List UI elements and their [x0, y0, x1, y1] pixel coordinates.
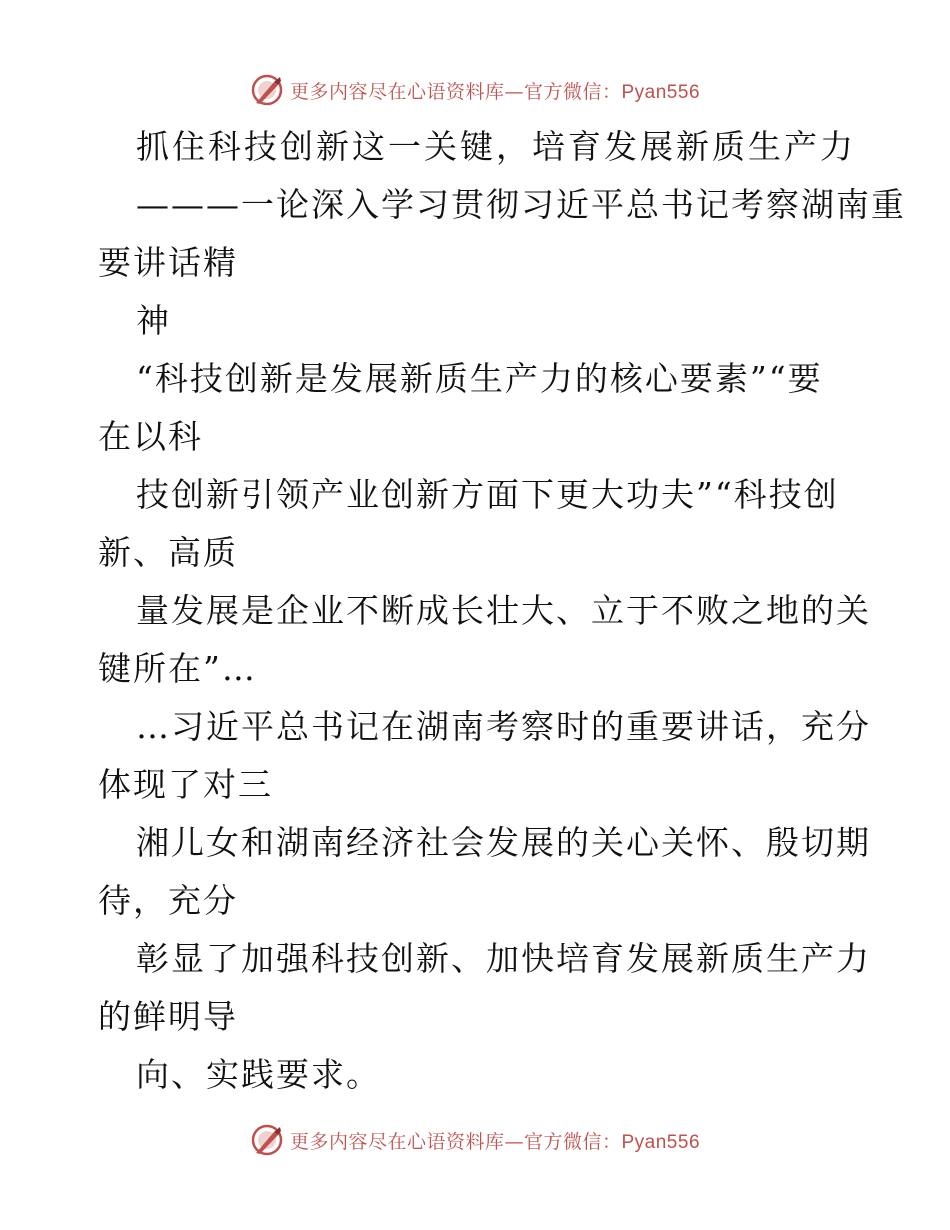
doc-line: 的鲜明导	[98, 997, 238, 1036]
doc-line: 体现了对三	[98, 765, 273, 804]
header-banner	[0, 70, 950, 110]
doc-line: 在以科	[98, 417, 203, 456]
doc-line: 键所在”…	[98, 649, 257, 688]
document-body	[98, 118, 906, 1104]
banner-label: 更多内容尽在心语资料库—官方微信：Pyan556	[289, 1130, 701, 1153]
doc-line: 待，充分	[98, 881, 238, 920]
doc-line: 技创新引领产业创新方面下更大功夫”“科技创	[136, 475, 839, 514]
wechat-id: Pyan556	[621, 1131, 701, 1153]
quill-pen-seal-icon	[250, 1123, 284, 1157]
quill-pen-seal-icon	[250, 73, 284, 107]
doc-line: 要讲话精	[98, 243, 238, 282]
doc-line: “科技创新是发展新质生产力的核心要素”“要	[136, 359, 823, 398]
footer-banner	[0, 1120, 950, 1160]
doc-line: 神	[136, 301, 171, 340]
wechat-id: Pyan556	[621, 81, 701, 103]
doc-line: 新、高质	[98, 533, 238, 572]
doc-line: …习近平总书记在湖南考察时的重要讲话，充分	[136, 707, 871, 746]
banner-label: 更多内容尽在心语资料库—官方微信：Pyan556	[289, 80, 701, 103]
doc-line: 彰显了加强科技创新、加快培育发展新质生产力	[136, 939, 871, 978]
doc-line: 抓住科技创新这一关键，培育发展新质生产力	[136, 127, 856, 166]
doc-line: ———一论深入学习贯彻习近平总书记考察湖南重	[136, 185, 906, 224]
doc-line: 向、实践要求。	[136, 1055, 381, 1094]
doc-line: 量发展是企业不断成长壮大、立于不败之地的关	[136, 591, 871, 630]
doc-line: 湘儿女和湖南经济社会发展的关心关怀、殷切期	[136, 823, 871, 862]
